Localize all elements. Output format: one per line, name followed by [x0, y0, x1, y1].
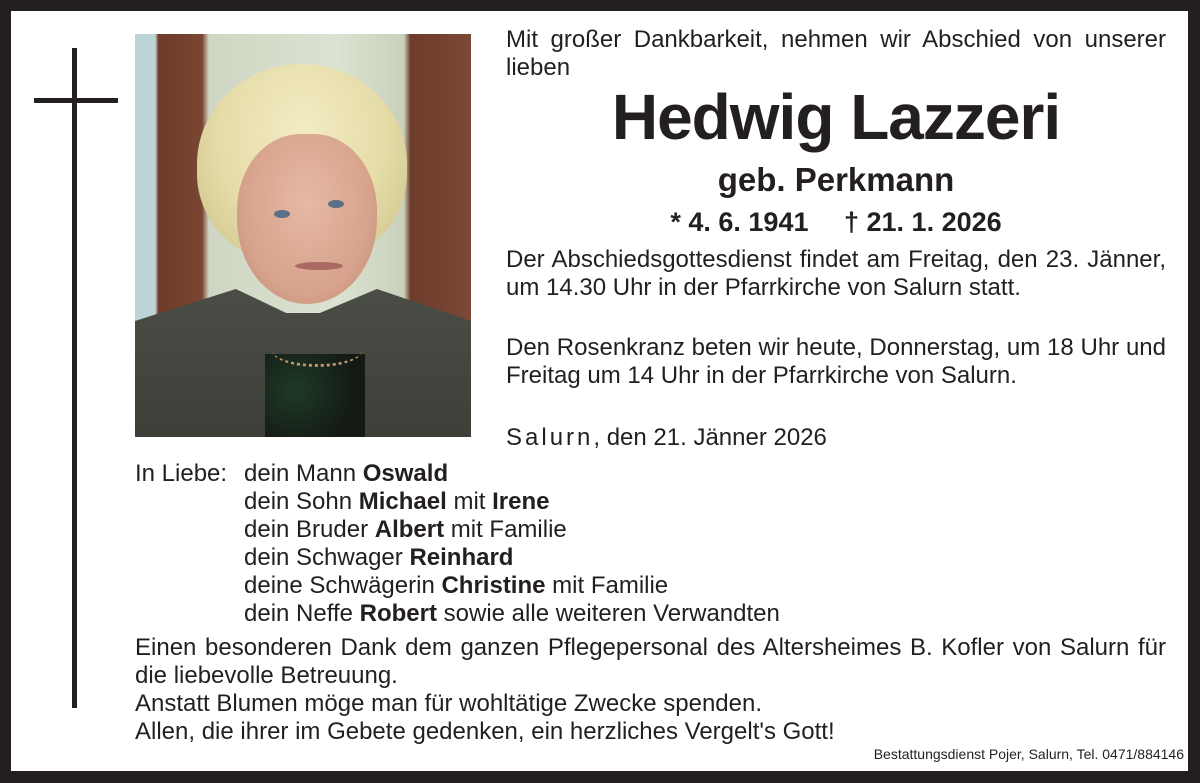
family-list [135, 460, 780, 628]
relative-name: Robert [359, 600, 437, 627]
family-row: deine Schwägerin Christine mit Familie [244, 572, 669, 599]
birth-name: geb. Perkmann [717, 161, 955, 198]
family-lead: In Liebe: [135, 460, 228, 487]
relative-name: Albert [374, 516, 445, 543]
place-date [506, 424, 827, 452]
cross-icon [72, 48, 77, 708]
relative-name: Michael [358, 488, 447, 515]
relative-name: Christine [441, 572, 546, 599]
rosary-info: Den Rosenkranz beten wir heute, Donnerstag, um 18 Uhr und Freitag um 14 Uhr in der Pfarrkirche von Salurn. [506, 334, 1166, 389]
birth-date: * 4. 6. 1941 [670, 207, 809, 237]
date-line: , den 21. Jänner 2026 [593, 424, 827, 451]
family-row: In Liebe: dein Mann Oswald [135, 460, 449, 487]
blessing-text: Allen, die ihrer im Gebete gedenken, ein herzliches Vergelt's Gott! [135, 718, 835, 745]
family-row: dein Schwager Reinhard [244, 544, 514, 571]
portrait-photo [135, 34, 471, 437]
death-date: † 21. 1. 2026 [844, 207, 1002, 237]
family-row: dein Sohn Michael mit Irene [244, 488, 550, 515]
relative-name: Irene [492, 488, 550, 515]
relative-name: Reinhard [409, 544, 514, 571]
family-row: dein Bruder Albert mit Familie [244, 516, 567, 543]
intro-text: Mit großer Dankbarkeit, nehmen wir Abschied von unserer lieben [506, 26, 1166, 81]
relative-name: Oswald [362, 460, 449, 487]
thanks-text: Einen besonderen Dank dem ganzen Pflegepersonal des Altersheimes B. Kofler von Salurn für die liebevolle Betreuung. [135, 634, 1166, 689]
flowers-text: Anstatt Blumen möge man für wohltätige Zwecke spenden. [135, 690, 762, 717]
service-info: Der Abschiedsgottesdienst findet am Freitag, den 23. Jänner, um 14.30 Uhr in der Pfarrkirche von Salurn statt. [506, 246, 1166, 301]
funeral-service-credit: Bestattungsdienst Pojer, Salurn, Tel. 0471/884146 [873, 746, 1184, 762]
deceased-name: Hedwig Lazzeri [611, 81, 1061, 153]
closing-text [135, 634, 1166, 746]
life-dates [506, 206, 1166, 238]
family-row: dein Neffe Robert sowie alle weiteren Verwandten [244, 600, 780, 627]
cross-icon-bar [34, 98, 118, 103]
place: Salurn [506, 424, 594, 451]
